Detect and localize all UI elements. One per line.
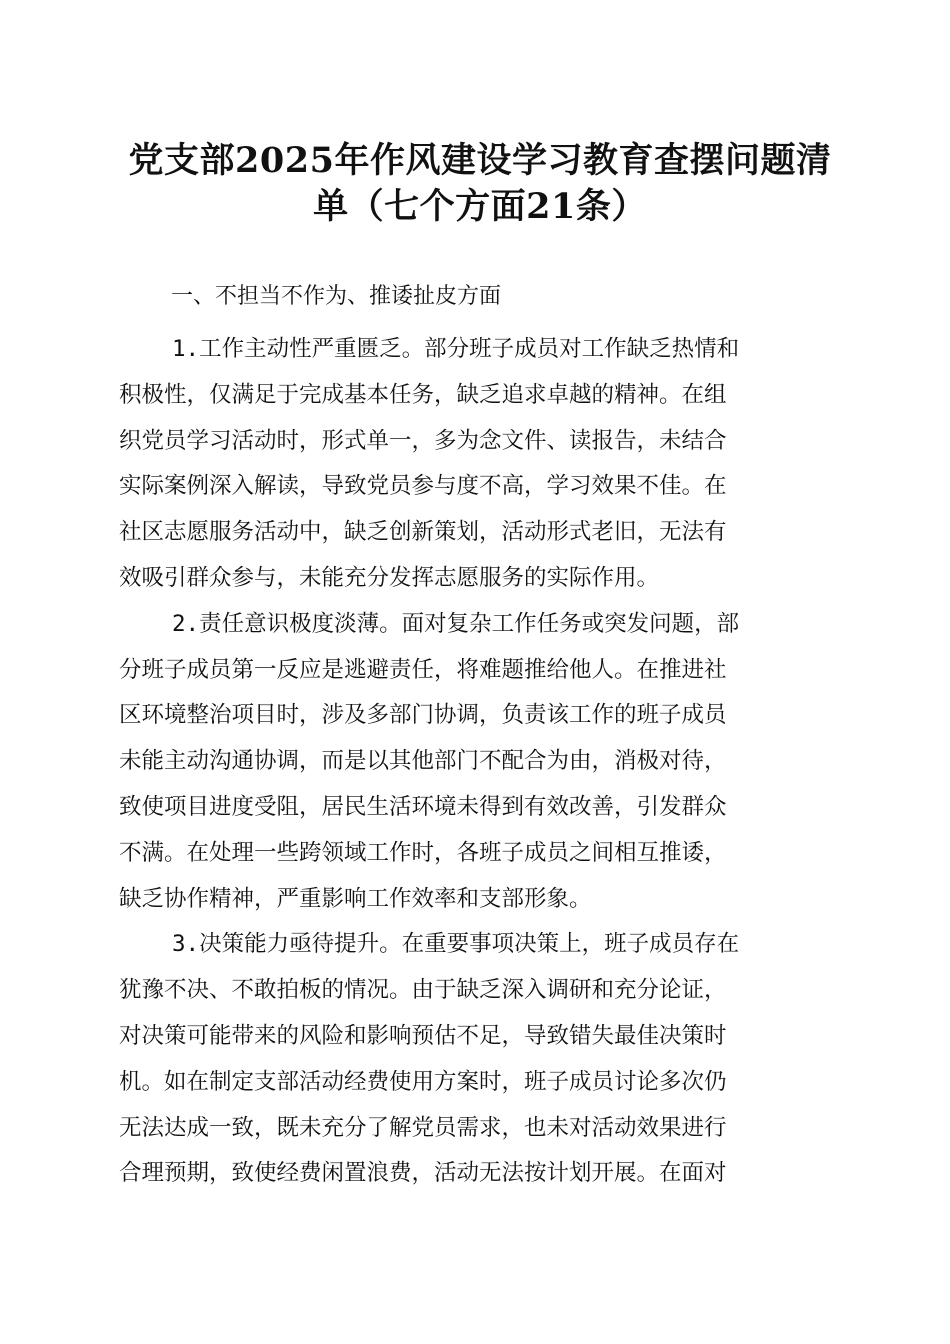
text-line: 2.责任意识极度淡薄。面对复杂工作任务或突发问题，部 (172, 610, 740, 637)
text-line: 不满。在处理一些跨领域工作时，各班子成员之间相互推诿， (119, 839, 727, 866)
paragraph-item-1 (119, 327, 824, 602)
document-title (120, 138, 840, 230)
text-line: 社区志愿服务活动中，缺乏创新策划，活动形式老旧，无法有 (119, 519, 727, 546)
text-line: 效吸引群众参与，未能充分发挥志愿服务的实际作用。 (119, 564, 660, 591)
text-line: 3.决策能力亟待提升。在重要事项决策上，班子成员存在 (172, 931, 740, 958)
document-body (119, 284, 824, 1197)
paragraph-item-2 (119, 602, 824, 923)
text-line: 未能主动沟通协调，而是以其他部门不配合为由，消极对待， (119, 748, 727, 775)
text-line: 积极性，仅满足于完成基本任务，缺乏追求卓越的精神。在组 (119, 381, 727, 408)
text-line: 犹豫不决、不敢拍板的情况。由于缺乏深入调研和充分论证， (119, 977, 727, 1004)
text-line: 合理预期，致使经费闲置浪费，活动无法按计划开展。在面对 (119, 1160, 727, 1187)
text-line: 区环境整治项目时，涉及多部门协调，负责该工作的班子成员 (119, 702, 727, 729)
text-line: 织党员学习活动时，形式单一，多为念文件、读报告，未结合 (119, 427, 727, 454)
text-line: 1.工作主动性严重匮乏。部分班子成员对工作缺乏热情和 (172, 336, 740, 362)
text-line: 致使项目进度受阻，居民生活环境未得到有效改善，引发群众 (119, 793, 727, 820)
text-line: 分班子成员第一反应是逃避责任，将难题推给他人。在推进社 (119, 656, 727, 683)
text-line: 实际案例深入解读，导致党员参与度不高，学习效果不佳。在 (119, 473, 727, 500)
title-line: 单（七个方面21条） (313, 186, 647, 227)
section-heading: 一、不担当不作为、推诿扯皮方面 (171, 284, 502, 309)
paragraph-item-3 (119, 922, 824, 1197)
text-line: 缺乏协作精神，严重影响工作效率和支部形象。 (119, 885, 592, 912)
title-line: 党支部2025年作风建设学习教育查摆问题清 (128, 140, 832, 181)
text-line: 机。如在制定支部活动经费使用方案时，班子成员讨论多次仍 (119, 1068, 727, 1095)
text-line: 无法达成一致，既未充分了解党员需求，也未对活动效果进行 (119, 1114, 727, 1141)
text-line: 对决策可能带来的风险和影响预估不足，导致错失最佳决策时 (119, 1022, 727, 1049)
